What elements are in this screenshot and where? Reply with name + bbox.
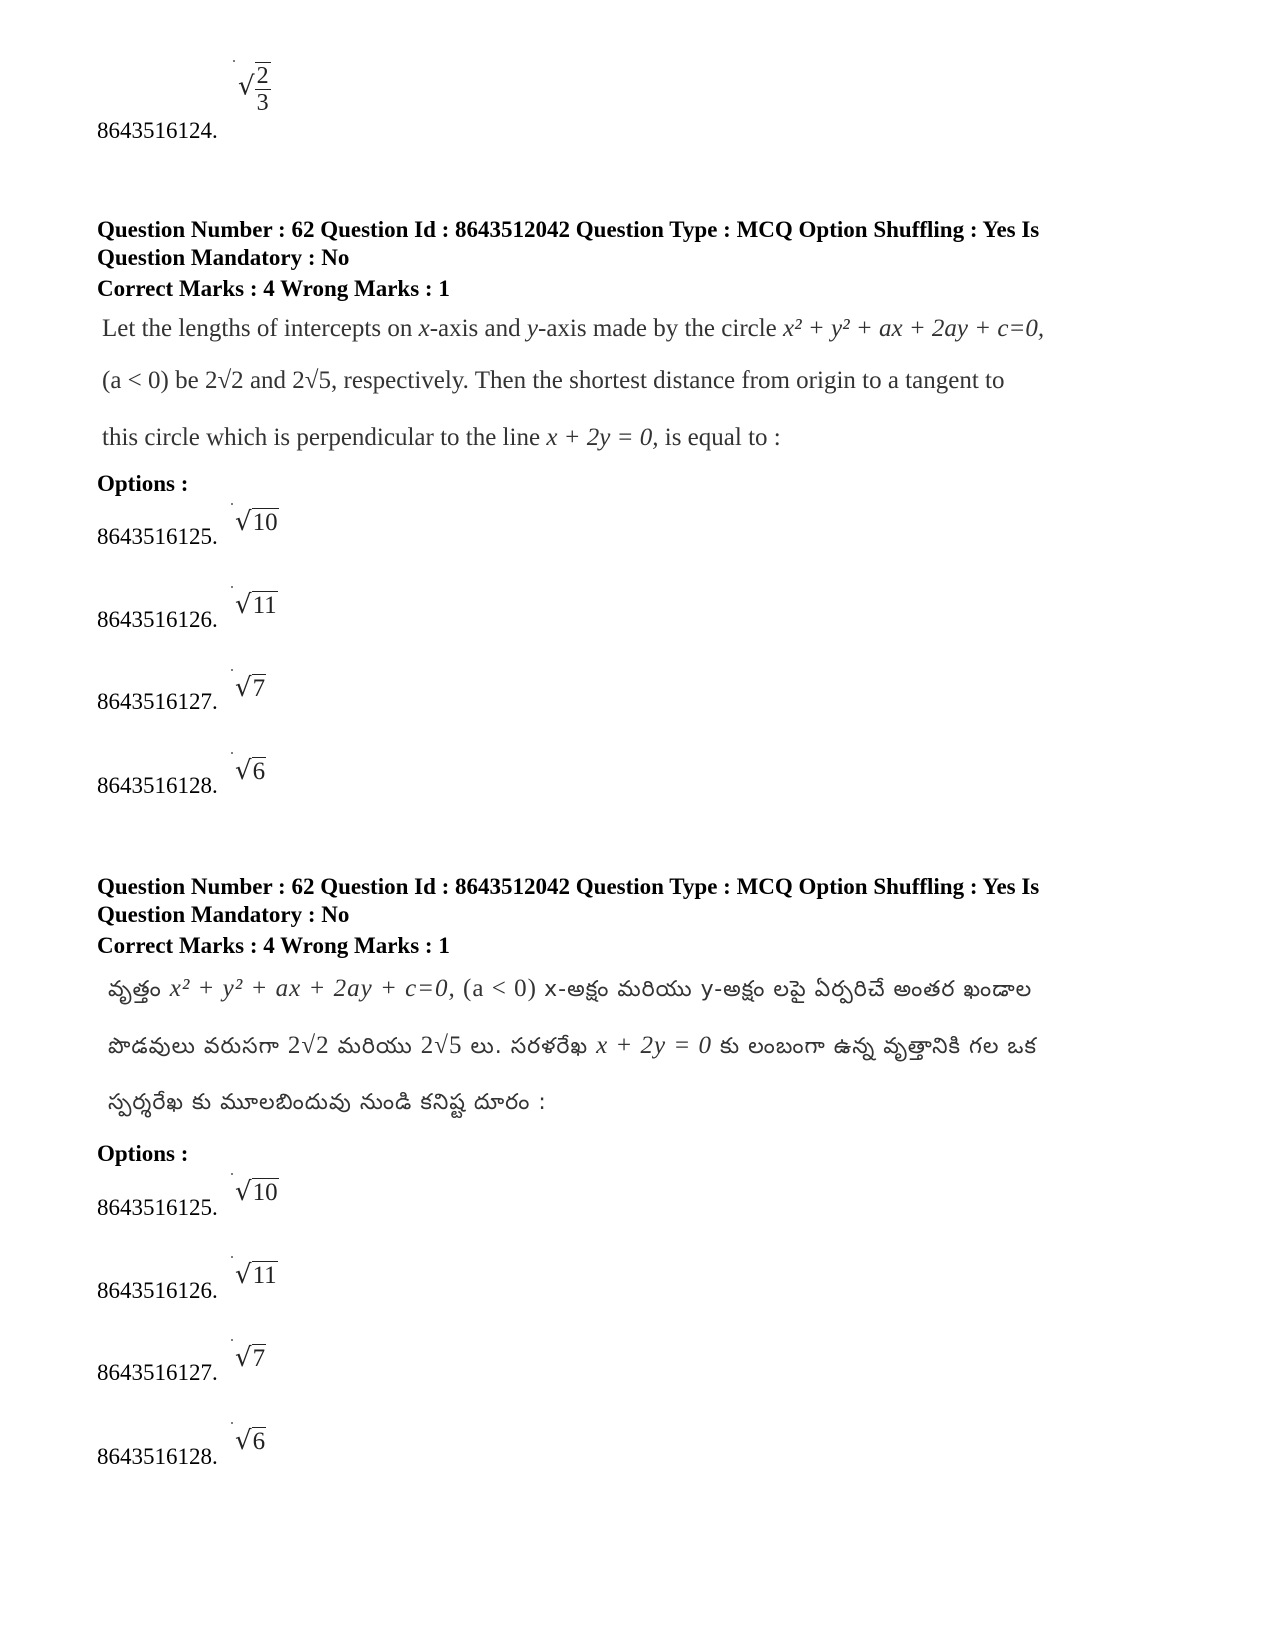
question-text-line-1: Let the lengths of intercepts on x-axis and y-axis made by the circle x² + y² + ax + 2ay + c=0, <box>102 315 1045 342</box>
dot-mark <box>233 60 235 62</box>
option-value: √7 <box>235 673 266 703</box>
intercept-x: 2√2 <box>204 367 244 394</box>
option-value: √10 <box>235 507 278 537</box>
option-id: 8643516128. <box>97 773 218 798</box>
dot-mark <box>231 1173 233 1175</box>
dot-mark <box>231 1339 233 1341</box>
dot-mark <box>231 669 233 671</box>
circle-equation: x² + y² + ax + 2ay + c=0, <box>169 975 456 1002</box>
option-value: √11 <box>235 1260 277 1290</box>
options-label: Options : <box>97 1141 189 1166</box>
option-id: 8643516125. <box>97 524 218 549</box>
intercept-y: 2√5 <box>292 367 332 394</box>
telugu-text-line-2: పొడవులు వరుసగా 2√2 మరియు 2√5 లు. సరళరేఖ x + 2y = 0 కు లంబంగా ఉన్న వృత్తానికి గల ఒక <box>108 1032 1037 1059</box>
option-id: 8643516126. <box>97 607 218 632</box>
line-equation: x + 2y = 0, <box>546 424 659 451</box>
option-id: 8643516127. <box>97 1360 218 1385</box>
option-value: √6 <box>235 1426 266 1456</box>
question-text-line-3: this circle which is perpendicular to the line x + 2y = 0, is equal to : <box>102 424 781 451</box>
dot-mark <box>231 1422 233 1424</box>
option-id-top: 8643516124. <box>97 118 218 143</box>
telugu-text-line-1: వృత్తం x² + y² + ax + 2ay + c=0, (a < 0) x-అక్షం మరియు y-అక్షం లపై ఏర్పరిచే అంతర ఖండాల <box>108 975 1033 1002</box>
option-value: √7 <box>235 1343 266 1373</box>
question-marks: Correct Marks : 4 Wrong Marks : 1 <box>97 276 450 301</box>
option-value: √11 <box>235 590 277 620</box>
dot-mark <box>231 503 233 505</box>
question-header: Question Number : 62 Question Id : 8643512042 Question Type : MCQ Option Shuffling : Yes Is Question Mandatory : No <box>97 874 1040 927</box>
option-value: √10 <box>235 1177 278 1207</box>
option-id: 8643516126. <box>97 1278 218 1303</box>
question-text-line-2: (a < 0) be 2√2 and 2√5, respectively. Then the shortest distance from origin to a tangent to <box>102 367 1005 394</box>
telugu-text-line-3: స్పర్శరేఖ కు మూలబిందువు నుండి కనిష్ట దూరం : <box>108 1090 547 1115</box>
line-equation: x + 2y = 0 <box>596 1032 712 1059</box>
option-value-top: √ $\frac{2}{3}$ <box>238 63 269 116</box>
circle-equation: x² + y² + ax + 2ay + c=0, <box>783 315 1045 342</box>
intercept-x: 2√2 <box>287 1032 330 1059</box>
option-id: 8643516125. <box>97 1195 218 1220</box>
intercept-y: 2√5 <box>420 1032 463 1059</box>
dot-mark <box>231 1256 233 1258</box>
options-label: Options : <box>97 471 189 496</box>
question-header: Question Number : 62 Question Id : 8643512042 Question Type : MCQ Option Shuffling : Yes Is Question Mandatory : No <box>97 217 1040 270</box>
option-id: 8643516128. <box>97 1444 218 1469</box>
dot-mark <box>231 586 233 588</box>
question-marks: Correct Marks : 4 Wrong Marks : 1 <box>97 933 450 958</box>
dot-mark <box>231 752 233 754</box>
option-value: √6 <box>235 756 266 786</box>
option-id: 8643516127. <box>97 689 218 714</box>
